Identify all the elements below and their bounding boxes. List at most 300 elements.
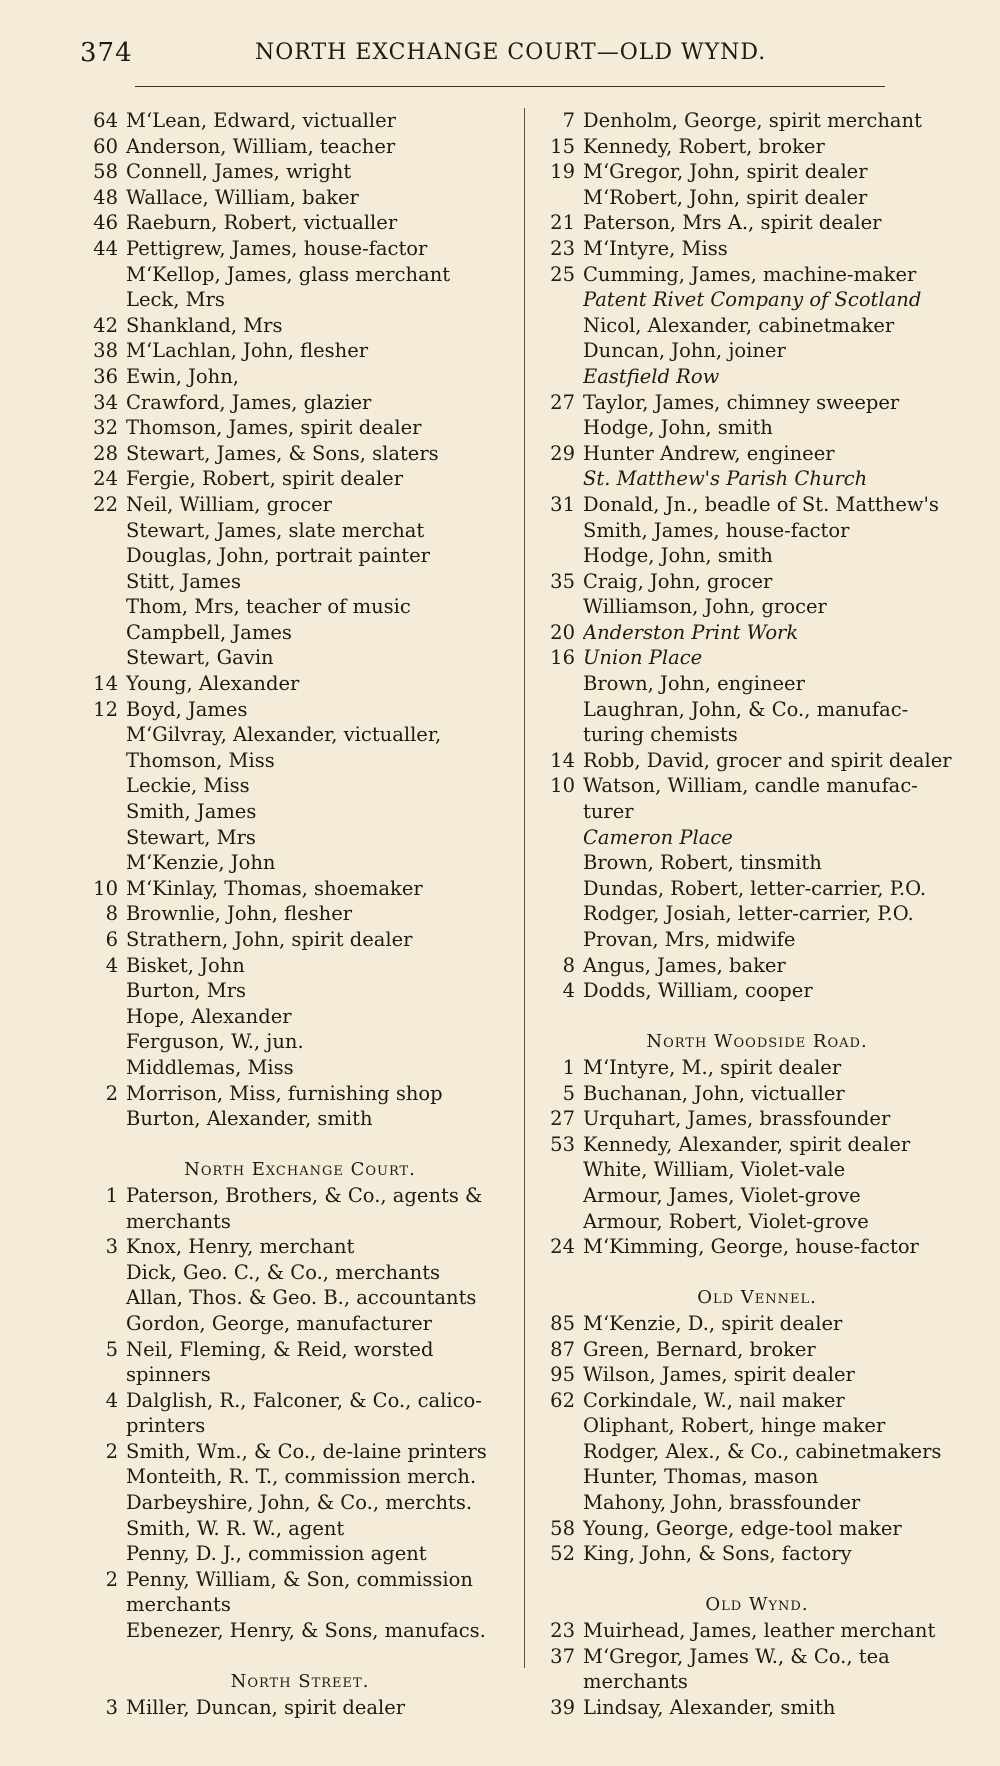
house-number: 4 [562, 979, 575, 1003]
entry-text: Stewart, Mrs [126, 825, 256, 849]
directory-entry [537, 441, 977, 467]
entry-text: Patent Rivet Company of Scotland [583, 288, 922, 312]
house-number [80, 773, 126, 799]
entry-text: M‘Kellop, James, glass merchant [126, 262, 451, 286]
house-number: 24 [550, 1235, 575, 1259]
entry-text: Watson, William, candle manufac- [583, 774, 918, 798]
house-number: 87 [550, 1337, 575, 1361]
directory-entry [80, 953, 520, 979]
house-number [537, 543, 583, 569]
directory-entry [537, 1516, 977, 1542]
entry-text: Strathern, John, spirit dealer [126, 928, 413, 951]
entry-text: Allan, Thos. & Geo. B., accountants [126, 1286, 477, 1310]
house-number [80, 722, 126, 748]
house-number [537, 1439, 583, 1465]
entry-text: Nicol, Alexander, cabinetmaker [583, 313, 895, 337]
entry-text: Middlemas, Miss [126, 1055, 294, 1079]
directory-entry [537, 697, 977, 723]
entry-text: Hunter Andrew, engineer [583, 441, 835, 465]
entry-text: Provan, Mrs, midwife [583, 928, 796, 951]
entry-text: Eastfield Row [583, 364, 720, 388]
directory-entry [537, 671, 977, 697]
directory-entry [80, 799, 520, 825]
entry-text: Hunter, Thomas, mason [583, 1465, 819, 1489]
house-number [80, 1209, 126, 1235]
directory-entry [537, 1157, 977, 1183]
entry-text: Thomson, James, spirit dealer [126, 416, 422, 440]
entry-text: Donald, Jn., beadle of St. Matthew's [583, 492, 939, 516]
house-number [537, 1157, 583, 1183]
directory-entry [80, 1260, 520, 1286]
entry-text: Thom, Mrs, teacher of music [126, 595, 411, 619]
directory-entry [80, 927, 520, 953]
directory-entry [537, 210, 977, 236]
entry-text: Anderson, William, teacher [126, 134, 396, 158]
directory-entry [80, 236, 520, 262]
directory-entry [537, 1618, 977, 1644]
house-number [537, 1413, 583, 1439]
entry-text: Stewart, James, & Sons, slaters [126, 441, 439, 465]
house-number [80, 1618, 126, 1644]
entry-text: Armour, Robert, Violet-grove [583, 1209, 869, 1233]
entry-text: Wallace, William, baker [126, 185, 359, 209]
entry-text: M‘Robert, John, spirit dealer [583, 185, 868, 209]
directory-entry [537, 1362, 977, 1388]
directory-entry [537, 594, 977, 620]
directory-entry [80, 1209, 520, 1235]
directory-entry [537, 901, 977, 927]
entry-text: merchants [583, 1670, 688, 1694]
house-number [80, 645, 126, 671]
directory-entry [80, 1029, 520, 1055]
house-number: 4 [105, 953, 118, 977]
house-number [80, 262, 126, 288]
directory-entry [537, 364, 977, 390]
directory-entry [80, 1516, 520, 1542]
entry-text: Boyd, James [126, 697, 248, 721]
house-number [537, 671, 583, 697]
entry-text: M‘Intyre, Miss [583, 236, 728, 260]
house-number: 8 [105, 902, 118, 926]
house-number: 46 [93, 211, 118, 235]
entry-text: Kennedy, Robert, broker [583, 134, 825, 158]
house-number: 6 [105, 928, 118, 951]
house-number: 32 [93, 416, 118, 440]
entry-text: Union Place [583, 646, 703, 670]
entry-text: Ewin, John, [126, 364, 239, 388]
house-number: 52 [550, 1542, 575, 1566]
house-number [537, 466, 583, 492]
entry-text: M‘Gregor, John, spirit dealer [583, 160, 868, 184]
directory-entry [537, 1490, 977, 1516]
entry-text: turer [583, 800, 634, 824]
house-number: 42 [93, 313, 118, 337]
house-number: 23 [550, 1619, 575, 1643]
house-number [80, 1260, 126, 1286]
directory-entry [80, 1541, 520, 1567]
entry-text: Gordon, George, manufacturer [126, 1311, 432, 1335]
house-number: 28 [93, 441, 118, 465]
house-number: 10 [93, 876, 118, 900]
directory-entry [80, 1055, 520, 1081]
house-number [537, 1490, 583, 1516]
directory-entry [80, 1285, 520, 1311]
section-gap [537, 1567, 977, 1593]
directory-entry [80, 313, 520, 339]
entry-text: Fergie, Robert, spirit dealer [126, 467, 404, 491]
house-number: 21 [550, 211, 575, 235]
directory-entry [537, 1234, 977, 1260]
directory-entry [537, 1209, 977, 1235]
house-number [80, 1413, 126, 1439]
entry-text: Crawford, James, glazier [126, 390, 372, 414]
house-number [537, 1464, 583, 1490]
house-number [537, 185, 583, 211]
entry-text: Cameron Place [583, 825, 733, 849]
directory-entry [537, 1337, 977, 1363]
directory-entry [537, 262, 977, 288]
house-number: 25 [550, 262, 575, 286]
directory-entry [80, 1618, 520, 1644]
house-number [80, 850, 126, 876]
directory-entry [80, 1567, 520, 1593]
section-gap [537, 1260, 977, 1286]
directory-entry [80, 697, 520, 723]
house-number [80, 799, 126, 825]
entry-text: Muirhead, James, leather merchant [583, 1619, 936, 1643]
house-number: 10 [550, 774, 575, 798]
section-gap [537, 1004, 977, 1030]
entry-text: Craig, John, grocer [583, 569, 773, 593]
entry-text: Penny, William, & Son, commission [126, 1567, 473, 1591]
house-number: 36 [93, 364, 118, 388]
entry-text: Laughran, John, & Co., manufac- [583, 697, 909, 721]
house-number: 14 [93, 672, 118, 696]
entry-text: Pettigrew, James, house-factor [126, 236, 428, 260]
entry-text: Stewart, Gavin [126, 646, 274, 670]
entry-text: Hodge, John, smith [583, 544, 773, 568]
entry-text: Morrison, Miss, furnishing shop [126, 1081, 443, 1105]
house-number: 62 [550, 1388, 575, 1412]
house-number: 85 [550, 1311, 575, 1335]
entry-text: Smith, Wm., & Co., de-laine printers [126, 1439, 487, 1463]
entry-text: Raeburn, Robert, victualler [126, 211, 398, 235]
entry-text: King, John, & Sons, factory [583, 1542, 852, 1566]
entry-text: M‘Kimming, George, house-factor [583, 1235, 919, 1259]
house-number: 4 [105, 1388, 118, 1412]
entry-text: Knox, Henry, merchant [126, 1235, 355, 1259]
directory-entry [80, 185, 520, 211]
directory-entry [537, 543, 977, 569]
directory-entry [80, 441, 520, 467]
house-number: 12 [93, 697, 118, 721]
directory-entry [537, 1464, 977, 1490]
house-number: 37 [550, 1644, 575, 1668]
house-number: 39 [550, 1695, 575, 1719]
directory-entry [537, 1388, 977, 1414]
house-number: 53 [550, 1132, 575, 1156]
house-number [537, 364, 583, 390]
house-number [80, 1285, 126, 1311]
house-number: 14 [550, 748, 575, 772]
house-number: 95 [550, 1363, 575, 1387]
street-heading: Old Vennel. [697, 1287, 817, 1309]
entry-text: Dalglish, R., Falconer, & Co., calico- [126, 1388, 482, 1412]
directory-entry [537, 1669, 977, 1695]
house-number [80, 620, 126, 646]
directory-entry [537, 1644, 977, 1670]
entry-text: Anderston Print Work [583, 620, 799, 644]
entry-text: Angus, James, baker [583, 953, 786, 977]
house-number [80, 543, 126, 569]
directory-entry [537, 1183, 977, 1209]
house-number: 2 [105, 1439, 118, 1463]
entry-text: Brown, Robert, tinsmith [583, 851, 822, 875]
entry-text: Smith, W. R. W., agent [126, 1516, 345, 1540]
directory-entry [537, 1311, 977, 1337]
directory-entry [537, 1055, 977, 1081]
directory-entry [80, 1337, 520, 1363]
house-number [80, 1516, 126, 1542]
directory-entry [537, 876, 977, 902]
street-heading: North Street. [230, 1671, 370, 1693]
entry-text: M‘Kinlay, Thomas, shoemaker [126, 876, 423, 900]
entry-text: M‘Intyre, M., spirit dealer [583, 1055, 842, 1079]
entry-text: Duncan, John, joiner [583, 339, 786, 363]
entry-text: Burton, Alexander, smith [126, 1107, 373, 1131]
entry-text: Leckie, Miss [126, 774, 250, 798]
house-number [80, 1362, 126, 1388]
entry-text: Young, Alexander [126, 672, 300, 696]
house-number [80, 1004, 126, 1030]
directory-entry [80, 1464, 520, 1490]
entry-text: Neil, Fleming, & Reid, worsted [126, 1337, 434, 1361]
house-number: 31 [550, 492, 575, 516]
right-column [537, 108, 977, 1720]
house-number [537, 1183, 583, 1209]
directory-entry [537, 978, 977, 1004]
entry-text: Taylor, James, chimney sweeper [583, 390, 900, 414]
street-heading: Old Wynd. [705, 1594, 809, 1616]
directory-entry [80, 262, 520, 288]
house-number: 3 [105, 1695, 118, 1719]
directory-entry [537, 492, 977, 518]
house-number [537, 697, 583, 723]
entry-text: Dodds, William, cooper [583, 979, 813, 1003]
page-number: 374 [80, 38, 133, 68]
directory-entry [80, 415, 520, 441]
entry-text: Smith, James [126, 800, 257, 824]
entry-text: Paterson, Brothers, & Co., agents & [126, 1183, 483, 1207]
street-heading: North Woodside Road. [646, 1031, 868, 1053]
house-number: 20 [550, 620, 575, 644]
house-number [537, 313, 583, 339]
entry-text: Brownlie, John, flesher [126, 902, 353, 926]
directory-entry [537, 390, 977, 416]
entry-text: Urquhart, James, brassfounder [583, 1107, 891, 1131]
directory-entry [537, 825, 977, 851]
directory-entry [80, 876, 520, 902]
house-number: 8 [562, 953, 575, 977]
entry-text: Williamson, John, grocer [583, 595, 827, 619]
house-number [80, 748, 126, 774]
entry-text: spinners [126, 1363, 211, 1387]
house-number: 24 [93, 467, 118, 491]
house-number [537, 876, 583, 902]
directory-entry [80, 748, 520, 774]
house-number: 16 [550, 646, 575, 670]
entry-text: M‘Gilvray, Alexander, victualler, [126, 723, 442, 747]
section-gap [80, 1132, 520, 1158]
directory-entry [80, 901, 520, 927]
directory-entry [80, 1311, 520, 1337]
entry-text: Green, Bernard, broker [583, 1337, 816, 1361]
entry-text: White, William, Violet-vale [583, 1158, 846, 1182]
entry-text: Ebenezer, Henry, & Sons, manufacs. [126, 1619, 486, 1643]
entry-text: Hodge, John, smith [583, 416, 773, 440]
page-header [80, 38, 960, 78]
entry-text: Stewart, James, slate merchat [126, 518, 425, 542]
entry-text: Cumming, James, machine-maker [583, 262, 917, 286]
entry-text: Dundas, Robert, letter-carrier, P.O. [583, 876, 927, 900]
entry-text: M‘Kenzie, John [126, 851, 276, 875]
directory-entry [80, 1004, 520, 1030]
house-number [80, 569, 126, 595]
directory-entry [537, 799, 977, 825]
column-divider [524, 108, 525, 1668]
directory-entry [80, 159, 520, 185]
house-number [80, 1029, 126, 1055]
directory-entry [537, 1413, 977, 1439]
house-number [537, 825, 583, 851]
entry-text: M‘Lean, Edward, victualler [126, 109, 397, 132]
directory-entry [80, 569, 520, 595]
directory-entry [80, 1439, 520, 1465]
section-gap [80, 1644, 520, 1670]
house-number: 2 [105, 1081, 118, 1105]
house-number: 19 [550, 160, 575, 184]
directory-entry [537, 773, 977, 799]
directory-entry [537, 108, 977, 134]
house-number [537, 594, 583, 620]
entry-text: Bisket, John [126, 953, 245, 977]
directory-entry [537, 748, 977, 774]
directory-entry [80, 978, 520, 1004]
directory-entry [537, 338, 977, 364]
directory-entry [80, 1388, 520, 1414]
house-number: 27 [550, 390, 575, 414]
entry-text: Kennedy, Alexander, spirit dealer [583, 1132, 911, 1156]
left-column [80, 108, 520, 1720]
house-number: 48 [93, 185, 118, 209]
entry-text: Paterson, Mrs A., spirit dealer [583, 211, 882, 235]
directory-entry [80, 1362, 520, 1388]
house-number: 44 [93, 236, 118, 260]
house-number [537, 901, 583, 927]
directory-entry [537, 415, 977, 441]
house-number [80, 1055, 126, 1081]
directory-entry [80, 287, 520, 313]
directory-entry [537, 1541, 977, 1567]
house-number [537, 518, 583, 544]
directory-entry [537, 159, 977, 185]
directory-entry [537, 722, 977, 748]
directory-entry [537, 927, 977, 953]
house-number: 58 [550, 1516, 575, 1540]
directory-entry [537, 953, 977, 979]
directory-entry [80, 773, 520, 799]
entry-text: M‘Lachlan, John, flesher [126, 339, 369, 363]
directory-entry [537, 134, 977, 160]
house-number [80, 518, 126, 544]
house-number [537, 1669, 583, 1695]
house-number: 15 [550, 134, 575, 158]
directory-entry [537, 185, 977, 211]
entry-text: Douglas, John, portrait painter [126, 544, 430, 568]
directory-entry [80, 492, 520, 518]
house-number [537, 415, 583, 441]
entry-text: printers [126, 1414, 206, 1438]
directory-entry [80, 518, 520, 544]
house-number: 29 [550, 441, 575, 465]
entry-text: Burton, Mrs [126, 979, 247, 1003]
directory-entry [80, 364, 520, 390]
directory-entry [80, 671, 520, 697]
house-number: 23 [550, 236, 575, 260]
house-number [80, 1464, 126, 1490]
directory-entry [537, 1439, 977, 1465]
directory-entry [80, 850, 520, 876]
house-number: 60 [93, 134, 118, 158]
directory-entry [537, 313, 977, 339]
entry-text: Rodger, Alex., & Co., cabinetmakers [583, 1439, 942, 1463]
directory-entry [80, 1106, 520, 1132]
house-number: 64 [93, 109, 118, 132]
entry-text: Penny, D. J., commission agent [126, 1542, 427, 1566]
house-number [537, 799, 583, 825]
running-title: NORTH EXCHANGE COURT—OLD WYND. [255, 40, 767, 65]
directory-entry [80, 1695, 520, 1721]
house-number [80, 287, 126, 313]
directory-entry [80, 645, 520, 671]
entry-text: Hope, Alexander [126, 1004, 292, 1028]
house-number: 3 [105, 1235, 118, 1259]
house-number: 1 [562, 1055, 575, 1079]
directory-entry [80, 1234, 520, 1260]
directory-entry [537, 850, 977, 876]
directory-entry [537, 466, 977, 492]
house-number: 58 [93, 160, 118, 184]
entry-text: Ferguson, W., jun. [126, 1030, 304, 1054]
house-number [80, 1311, 126, 1337]
house-number [80, 1106, 126, 1132]
entry-text: Buchanan, John, victualler [583, 1081, 845, 1105]
entry-text: Rodger, Josiah, letter-carrier, P.O. [583, 902, 914, 926]
entry-text: Lindsay, Alexander, smith [583, 1695, 836, 1719]
entry-text: St. Matthew's Parish Church [583, 467, 868, 491]
directory-entry [537, 645, 977, 671]
directory-entry [80, 1081, 520, 1107]
house-number [80, 825, 126, 851]
entry-text: Corkindale, W., nail maker [583, 1388, 845, 1412]
entry-text: Smith, James, house-factor [583, 518, 850, 542]
directory-entry [80, 543, 520, 569]
entry-text: M‘Gregor, James W., & Co., tea [583, 1644, 890, 1668]
entry-text: Neil, William, grocer [126, 492, 332, 516]
house-number: 38 [93, 339, 118, 363]
directory-entry [80, 1490, 520, 1516]
directory-entry [80, 620, 520, 646]
